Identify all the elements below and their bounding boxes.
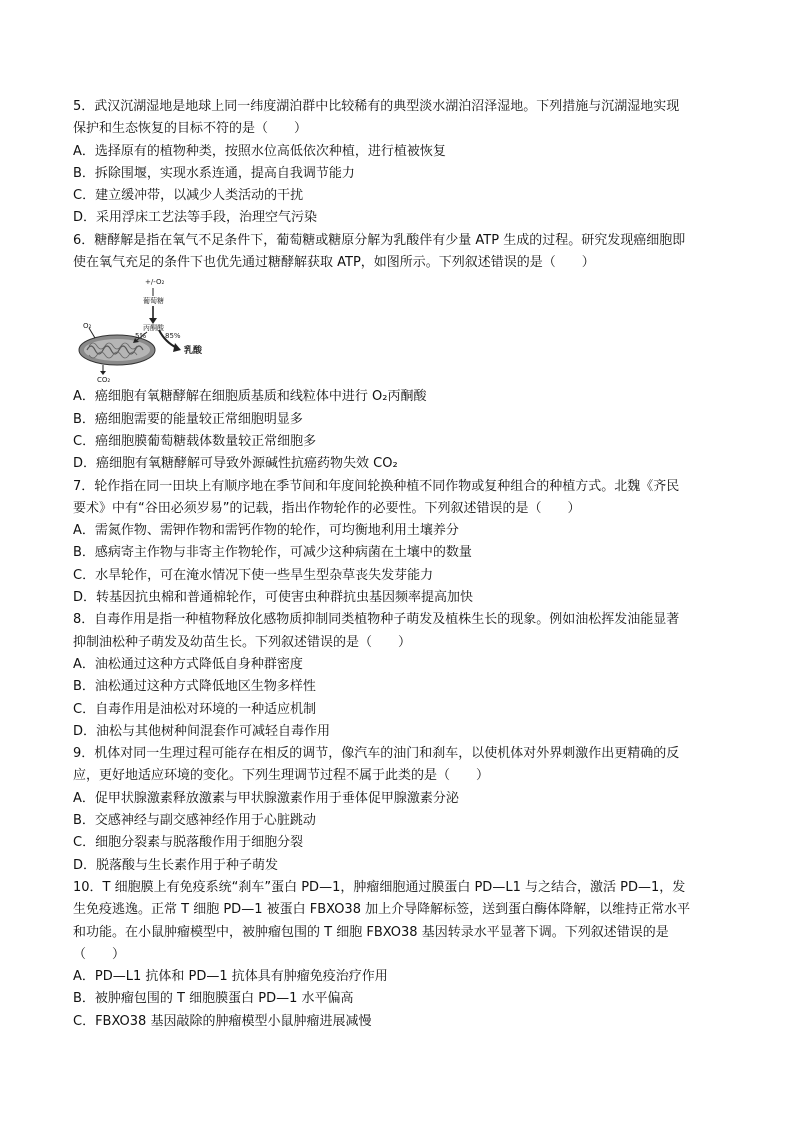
glucose-label: 葡萄糖 [143, 297, 164, 306]
option-a: A．促甲状腺激素释放激素与甲状腺激素作用于垂体促甲腺激素分泌 [73, 790, 459, 806]
option-a: A．选择原有的植物种类，按照水位高低依次种植，进行植被恢复 [73, 143, 446, 159]
question-stem: 8．自毒作用是指一种植物释放化感物质抑制同类植物种子萌发及植株生长的现象。例如油松挥发油能显著 [73, 612, 680, 628]
question-stem: 要术》中有“谷田必须岁易”的记载，指出作物轮作的必要性。下列叙述错误的是（ ） [73, 500, 581, 516]
option-d: D．癌细胞有氧糖酵解可导致外源碱性抗癌药物失效 CO₂ [73, 456, 398, 472]
option-b: B．交感神经与副交感神经作用于心脏跳动 [73, 813, 316, 829]
option-a: A．油松通过这种方式降低自身种群密度 [73, 656, 303, 672]
option-c: C．建立缓冲带，以减少人类活动的干扰 [73, 188, 304, 204]
option-d: D．油松与其他树种间混套作可减轻自毒作用 [73, 723, 331, 739]
option-c: C．水旱轮作，可在淹水情况下使一些旱生型杂草丧失发芽能力 [73, 567, 434, 583]
option-b: B．拆除围堰，实现水系连通，提高自我调节能力 [73, 165, 355, 181]
option-b: B．感病寄主作物与非寄主作物轮作，可减少这种病菌在土壤中的数量 [73, 545, 472, 561]
percent-85-label: 85% [165, 332, 181, 341]
option-c: C．FBXO38 基因敲除的肿瘤模型小鼠肿瘤进展减慢 [73, 1013, 372, 1029]
option-a: A．PD—L1 抗体和 PD—1 抗体具有肿瘤免疫治疗作用 [73, 969, 388, 985]
option-d: D．转基因抗虫棉和普通棉轮作，可使害虫种群抗虫基因频率提高加快 [73, 590, 474, 606]
question-5 [73, 96, 729, 230]
question-stem: 生免疫逃逸。正常 T 细胞 PD—1 被蛋白 FBXO38 加上介导降解标签，送到蛋白酶体降解，以维持正常水平 [73, 902, 691, 918]
option-b: B．癌细胞需要的能量较正常细胞明显多 [73, 411, 303, 427]
question-stem: 9．机体对同一生理过程可能存在相反的调节，像汽车的油门和刹车，以使机体对外界刺激作出更精确的反 [73, 746, 680, 762]
question-page [73, 96, 729, 1033]
question-stem: 和功能。在小鼠肿瘤模型中，被肿瘤包围的 T 细胞 FBXO38 基因转录水平显著下调。下列叙述错误的是 [73, 924, 669, 940]
oxygen-condition-label: +/-O₂ [145, 278, 165, 287]
option-b: B．被肿瘤包围的 T 细胞膜蛋白 PD—1 水平偏高 [73, 991, 354, 1007]
pyruvate-label: 丙酮酸 [143, 324, 164, 333]
option-c: C．自毒作用是油松对环境的一种适应机制 [73, 701, 317, 717]
lactate-label: 乳酸 [184, 346, 203, 357]
percent-5-label: 5% [135, 332, 147, 341]
option-a: A．需氮作物、需钾作物和需钙作物的轮作，可均衡地利用土壤养分 [73, 523, 459, 539]
question-stem: 10．T 细胞膜上有免疫系统“刹车”蛋白 PD—1，肿瘤细胞通过膜蛋白 PD—L1 与之结合，激活 PD—1，发 [73, 879, 686, 895]
option-d: D．采用浮床工艺法等手段，治理空气污染 [73, 210, 318, 226]
question-stem: （ ） [73, 946, 126, 962]
oxygen-label: O₂ [83, 322, 92, 331]
question-stem: 7．轮作指在同一田块上有顺序地在季节间和年度间轮换种植不同作物或复种组合的种植方式。北魏《齐民 [73, 478, 680, 494]
question-stem: 6．糖酵解是指在氧气不足条件下，葡萄糖或糖原分解为乳酸伴有少量 ATP 生成的过程。研究发现癌细胞即 [73, 232, 686, 248]
question-8 [73, 609, 729, 743]
option-a: A．癌细胞有氧糖酵解在细胞质基质和线粒体中进行 O₂丙酮酸 [73, 389, 427, 405]
option-c: C．细胞分裂素与脱落酸作用于细胞分裂 [73, 835, 304, 851]
option-d: D．脱落酸与生长素作用于种子萌发 [73, 857, 279, 873]
question-7 [73, 476, 729, 610]
question-stem: 应，更好地适应环境的变化。下列生理调节过程不属于此类的是（ ） [73, 768, 490, 784]
question-stem: 抑制油松种子萌发及幼苗生长。下列叙述错误的是（ ） [73, 634, 412, 650]
question-stem: 使在氧气充足的条件下也优先通过糖酵解获取 ATP，如图所示。下列叙述错误的是（ ） [73, 255, 595, 271]
option-b: B．油松通过这种方式降低地区生物多样性 [73, 679, 316, 695]
question-stem: 5．武汉沉湖湿地是地球上同一纬度湖泊群中比较稀有的典型淡水湖泊沼泽湿地。下列措施与沉湖湿地实现 [73, 99, 680, 114]
option-c: C．癌细胞膜葡萄糖载体数量较正常细胞多 [73, 433, 317, 449]
question-6 [73, 230, 729, 476]
question-stem: 保护和生态恢复的目标不符的是（ ） [73, 121, 308, 137]
question-10 [73, 877, 729, 1033]
co2-label: CO₂ [97, 376, 111, 385]
glycolysis-diagram [73, 276, 233, 384]
question-9 [73, 743, 729, 877]
